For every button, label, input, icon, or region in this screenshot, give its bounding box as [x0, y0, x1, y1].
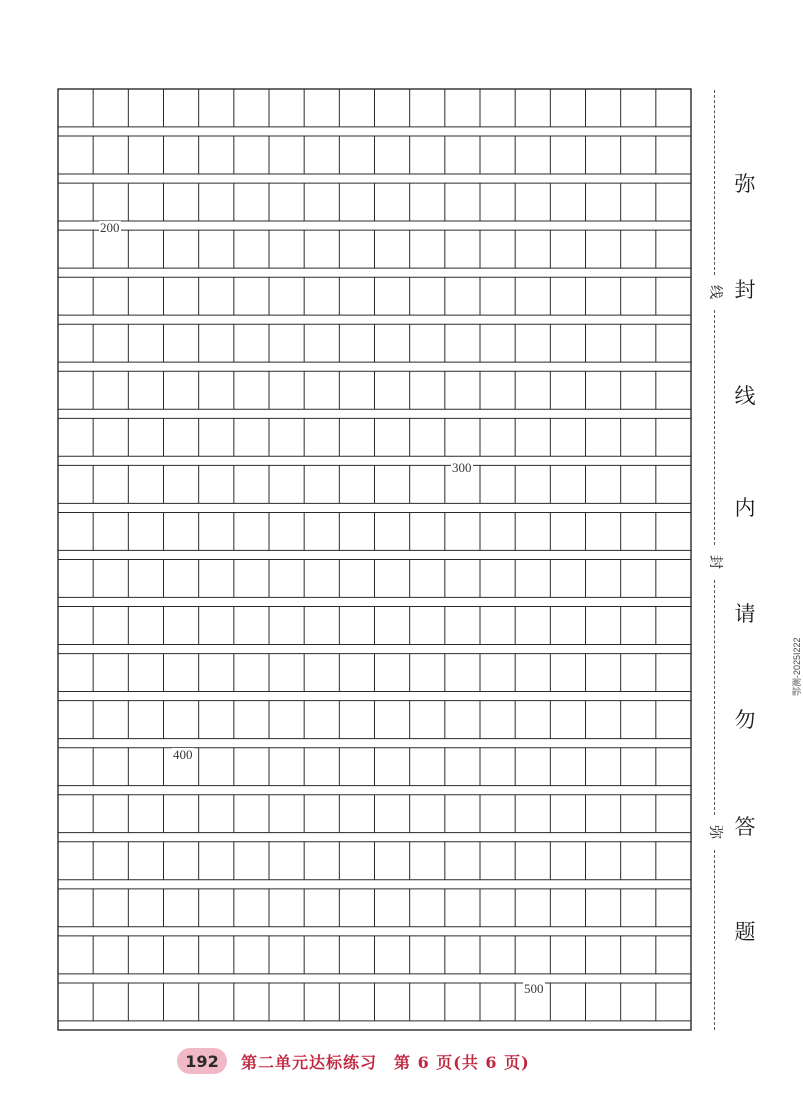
word-count-mark-200: 200 [100, 220, 120, 235]
page-footer [177, 1047, 530, 1075]
seal-label-feng: 封 [707, 555, 723, 569]
seal-label-xian: 线 [707, 285, 723, 299]
print-code: 鄂测-2025I222 [792, 637, 802, 696]
notice-char-2: 封 [734, 278, 756, 302]
page-number-badge: 192 [177, 1048, 227, 1074]
notice-char-6: 勿 [734, 708, 756, 732]
seal-dashed-line-lower [714, 580, 715, 815]
word-count-mark-400: 400 [173, 747, 193, 762]
word-count-mark-500: 500 [524, 981, 544, 996]
notice-char-4: 内 [734, 496, 756, 520]
notice-char-3: 线 [734, 384, 756, 408]
seal-dashed-line-bottom [714, 850, 715, 1030]
notice-char-5: 请 [734, 602, 756, 626]
notice-char-7: 答 [734, 815, 756, 839]
seal-dashed-line-top [714, 90, 715, 275]
footer-title: 第二单元达标练习 第 6 页(共 6 页) [241, 1052, 530, 1072]
seal-dashed-line-middle [714, 310, 715, 545]
seal-label-mi: 弥 [707, 825, 723, 839]
notice-char-8: 题 [734, 920, 756, 944]
word-count-mark-300: 300 [452, 460, 472, 475]
notice-char-1: 弥 [734, 172, 756, 196]
